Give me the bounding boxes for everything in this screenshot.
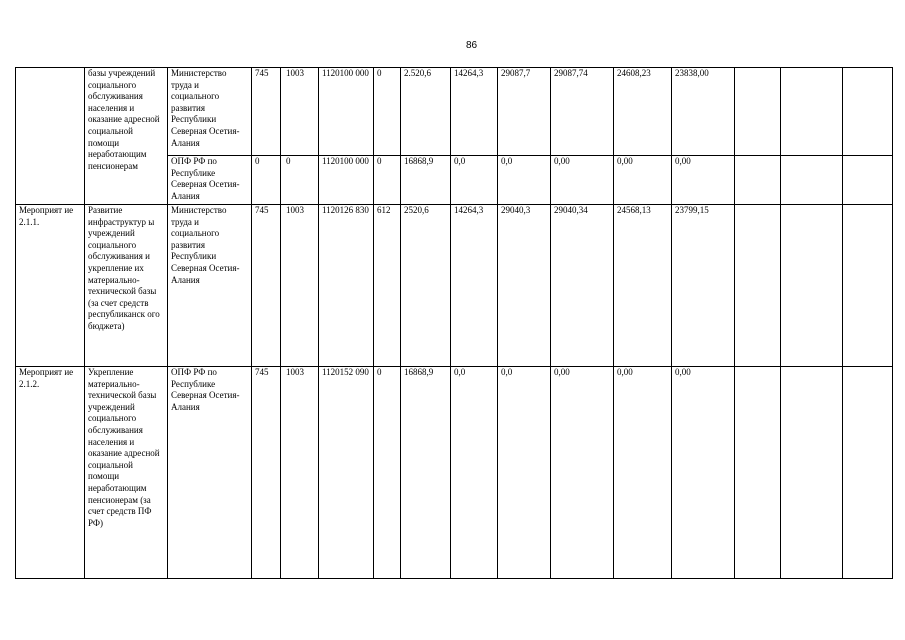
year-6-cell: 23799,15	[672, 205, 735, 367]
rzpr-cell: 1003	[281, 205, 319, 367]
table-row	[16, 367, 893, 579]
empty-cell	[735, 156, 781, 205]
year-1-cell: 16868,9	[401, 156, 451, 205]
year-6-cell: 23838,00	[672, 68, 735, 156]
row-name-cell: Мероприят ие 2.1.1.	[16, 205, 85, 367]
executor-cell: Министерство труда и социального развития Республики Северная Осетия-Алания	[168, 205, 252, 367]
empty-cell	[843, 205, 893, 367]
year-1-cell: 16868,9	[401, 367, 451, 579]
executor-cell: ОПФ РФ по Республике Северная Осетия-Алания	[168, 367, 252, 579]
empty-cell	[843, 367, 893, 579]
year-5-cell: 24608,23	[614, 68, 672, 156]
empty-cell	[781, 156, 843, 205]
year-4-cell: 0,00	[551, 367, 614, 579]
year-1-cell: 2520,6	[401, 205, 451, 367]
empty-cell	[735, 367, 781, 579]
table-row	[16, 68, 893, 156]
csr-cell: 1120100 000	[319, 68, 374, 156]
vr-cell: 612	[374, 205, 401, 367]
year-1-cell: 2.520,6	[401, 68, 451, 156]
year-6-cell: 0,00	[672, 156, 735, 205]
year-2-cell: 14264,3	[451, 68, 498, 156]
executor-cell: Министерство труда и социального развития Республики Северная Осетия-Алания	[168, 68, 252, 156]
grbs-cell: 0	[252, 156, 281, 205]
row-name-cell: Мероприят ие 2.1.2.	[16, 367, 85, 579]
year-2-cell: 14264,3	[451, 205, 498, 367]
empty-cell	[781, 205, 843, 367]
year-5-cell: 0,00	[614, 367, 672, 579]
rzpr-cell: 1003	[281, 68, 319, 156]
row-name-cell	[16, 68, 85, 205]
budget-table	[15, 67, 893, 579]
executor-cell: ОПФ РФ по Республике Северная Осетия-Алания	[168, 156, 252, 205]
year-5-cell: 0,00	[614, 156, 672, 205]
rzpr-cell: 1003	[281, 367, 319, 579]
row-description-cell: Укрепление материально-технической базы учреждений социального обслуживания населения и оказание адресной социальной помощи неработающим пенсионерам (за счет средств ПФ РФ)	[85, 367, 168, 579]
vr-cell: 0	[374, 367, 401, 579]
empty-cell	[781, 68, 843, 156]
grbs-cell: 745	[252, 205, 281, 367]
grbs-cell: 745	[252, 68, 281, 156]
empty-cell	[735, 205, 781, 367]
year-3-cell: 0,0	[498, 367, 551, 579]
csr-cell: 1120126 830	[319, 205, 374, 367]
rzpr-cell: 0	[281, 156, 319, 205]
year-3-cell: 0,0	[498, 156, 551, 205]
empty-cell	[781, 367, 843, 579]
row-description-cell: Развитие инфраструктур ы учреждений социального обслуживания и укрепление их материально-технической базы (за счет средств республиканск ого бюджета)	[85, 205, 168, 367]
year-2-cell: 0,0	[451, 367, 498, 579]
row-description-cell: базы учреждений социального обслуживания населения и оказание адресной социальной помощи неработающим пенсионерам	[85, 68, 168, 205]
year-6-cell: 0,00	[672, 367, 735, 579]
year-4-cell: 29040,34	[551, 205, 614, 367]
year-4-cell: 0,00	[551, 156, 614, 205]
page-number: 86	[465, 40, 478, 51]
csr-cell: 1120100 000	[319, 156, 374, 205]
csr-cell: 1120152 090	[319, 367, 374, 579]
year-5-cell: 24568,13	[614, 205, 672, 367]
grbs-cell: 745	[252, 367, 281, 579]
vr-cell: 0	[374, 68, 401, 156]
year-3-cell: 29040,3	[498, 205, 551, 367]
table-row	[16, 205, 893, 367]
empty-cell	[843, 68, 893, 156]
year-4-cell: 29087,74	[551, 68, 614, 156]
year-3-cell: 29087,7	[498, 68, 551, 156]
empty-cell	[843, 156, 893, 205]
vr-cell: 0	[374, 156, 401, 205]
empty-cell	[735, 68, 781, 156]
year-2-cell: 0,0	[451, 156, 498, 205]
